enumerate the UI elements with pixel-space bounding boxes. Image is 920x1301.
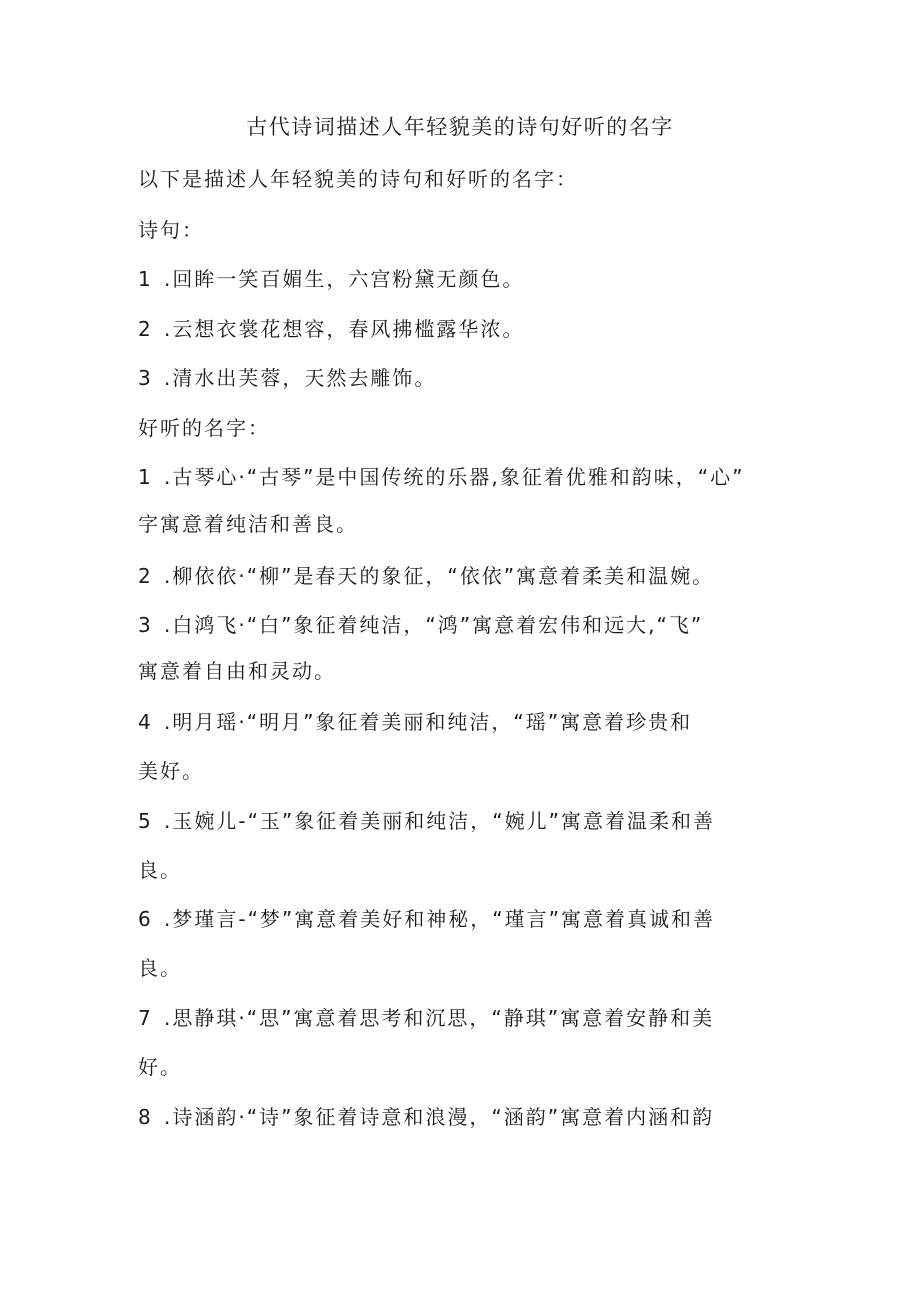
name-item — [138, 462, 798, 492]
name-item — [138, 610, 798, 640]
name-text-continuation: 寓意着自由和灵动。 — [138, 659, 336, 683]
document-title: 古代诗词描述人年轻貌美的诗句好听的名字 — [246, 115, 674, 139]
name-number: 2 — [138, 564, 153, 588]
name-item — [138, 1003, 798, 1033]
poem-number: 3 — [138, 366, 153, 390]
name-number: 4 — [138, 710, 153, 734]
name-item — [138, 1102, 798, 1132]
intro-text: 以下是描述人年轻貌美的诗句和好听的名字： — [138, 167, 578, 191]
poem-item — [138, 314, 798, 344]
name-number: 5 — [138, 809, 153, 833]
name-number: 1 — [138, 465, 153, 489]
poem-text: .清水出芙蓉，天然去雕饰。 — [164, 366, 437, 390]
name-text: .明月瑶·“明月”象征着美丽和纯洁，“瑶”寓意着珍贵和 — [164, 710, 693, 734]
name-text: .思静琪·“思”寓意着思考和沉思，“静琪”寓意着安静和美 — [164, 1006, 715, 1030]
poem-text: .云想衣裳花想容，春风拂槛露华浓。 — [164, 317, 525, 341]
name-text-continuation: 好。 — [138, 1055, 182, 1079]
name-number: 7 — [138, 1006, 153, 1030]
name-text-continuation: 良。 — [138, 858, 182, 882]
names-heading: 好听的名字： — [138, 416, 270, 440]
name-text: .诗涵韵·“诗”象征着诗意和浪漫，“涵韵”寓意着内涵和韵 — [164, 1105, 715, 1129]
name-text: .梦瑾言-“梦”寓意着美好和神秘，“瑾言”寓意着真诚和善 — [164, 907, 716, 931]
name-number: 8 — [138, 1105, 153, 1129]
name-text: .白鸿飞·“白”象征着纯洁，“鸿”寓意着宏伟和远大,“飞” — [164, 613, 704, 637]
name-text: .玉婉儿-“玉”象征着美丽和纯洁，“婉儿”寓意着温柔和善 — [164, 809, 716, 833]
name-text-continuation: 字寓意着纯洁和善良。 — [138, 512, 358, 536]
name-number: 3 — [138, 613, 153, 637]
poem-text: .回眸一笑百媚生，六宫粉黛无颜色。 — [164, 267, 525, 291]
poem-number: 2 — [138, 317, 153, 341]
name-item — [138, 904, 798, 934]
name-item — [138, 707, 798, 737]
name-item — [138, 561, 798, 591]
poem-number: 1 — [138, 267, 153, 291]
name-text-continuation: 美好。 — [138, 759, 204, 783]
name-number: 6 — [138, 907, 153, 931]
name-item — [138, 806, 798, 836]
name-text: .古琴心·“古琴”是中国传统的乐器,象征着优雅和韵味，“心” — [164, 465, 745, 489]
poems-heading: 诗句： — [138, 218, 204, 242]
name-text: .柳依依·“柳”是春天的象征，“依依”寓意着柔美和温婉。 — [164, 564, 715, 588]
poem-item — [138, 363, 798, 393]
poem-item — [138, 264, 798, 294]
name-text-continuation: 良。 — [138, 956, 182, 980]
